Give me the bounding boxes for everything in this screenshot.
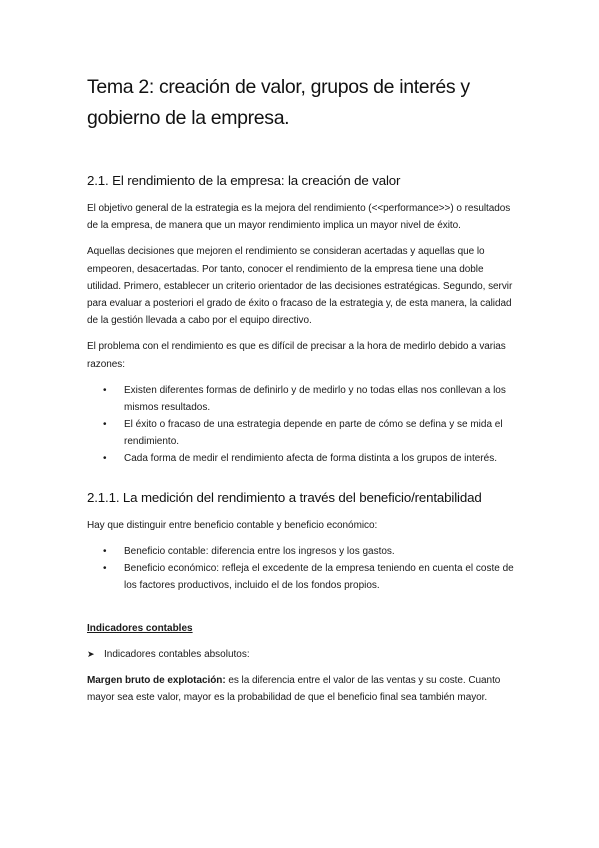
bullet-dot-icon: • (103, 418, 107, 430)
subsection-heading: 2.1.1. La medición del rendimiento a través del beneficio/rentabilidad (87, 489, 482, 505)
paragraph: El problema con el rendimiento es que es difícil de precisar a la hora de medirlo debido a varias razones: (87, 341, 506, 370)
definition-term: Margen bruto de explotación: (87, 675, 226, 687)
list-item-text: Beneficio económico: refleja el excedente de la empresa teniendo en cuenta el coste de los factores productivos, incluido el de los fondos propios. (124, 563, 514, 592)
arrow-list-text: Indicadores contables absolutos: (104, 649, 250, 661)
definition-paragraph (87, 672, 517, 706)
paragraph: Aquellas decisiones que mejoren el rendimiento se consideran acertadas y aquellas que lo empeoren, desacertadas. Por tanto, conocer el rendimiento de la empresa tiene una doble utilidad. Primero, establecer un criterio orientador de las decisiones estratégicas. Segundo, servir para evaluar a posteriori el grado de éxito o fracaso de la estrategia y, de esta manera, la calidad de la gestión llevada a cabo por el equipo directivo. (87, 246, 513, 327)
definition-text: es la diferencia entre el valor de las ventas y su coste. Cuanto mayor sea este valor, mayor es la probabilidad de que el beneficio final sea también mayor. (87, 675, 501, 704)
title-line-2: gobierno de la empresa. (87, 107, 290, 129)
arrow-list-item (87, 646, 517, 663)
list-item-text: Cada forma de medir el rendimiento afecta de forma distinta a los grupos de interés. (124, 452, 497, 464)
list-item (87, 416, 517, 450)
bullet-dot-icon: • (103, 452, 107, 464)
bullet-dot-icon: • (103, 546, 107, 558)
bullet-list (87, 543, 517, 594)
title-line-1: Tema 2: creación de valor, grupos de interés y (87, 76, 470, 98)
list-item-text: Existen diferentes formas de definirlo y de medirlo y no todas ellas nos conllevan a los mismos resultados. (124, 384, 506, 413)
bullet-dot-icon: • (103, 384, 107, 396)
list-item-text: Beneficio contable: diferencia entre los ingresos y los gastos. (124, 546, 395, 558)
list-item-text: El éxito o fracaso de una estrategia depende en parte de cómo se defina y se mida el rendimiento. (124, 418, 503, 447)
paragraph: Hay que distinguir entre beneficio contable y beneficio económico: (87, 519, 378, 531)
section-heading: 2.1. El rendimiento de la empresa: la creación de valor (87, 173, 401, 188)
paragraph: El objetivo general de la estrategia es la mejora del rendimiento (<<performance>>) o resultados de la empresa, de manera que un mayor rendimiento implica un mayor nivel de éxito. (87, 203, 511, 232)
bullet-list (87, 382, 517, 467)
list-item (87, 560, 517, 594)
indicadores-heading: Indicadores contables (87, 623, 193, 635)
arrow-right-icon: ➤ (87, 649, 95, 660)
list-item (87, 382, 517, 416)
list-item (87, 543, 517, 560)
list-item (87, 450, 517, 467)
page-title (87, 72, 517, 134)
bullet-dot-icon: • (103, 563, 107, 575)
